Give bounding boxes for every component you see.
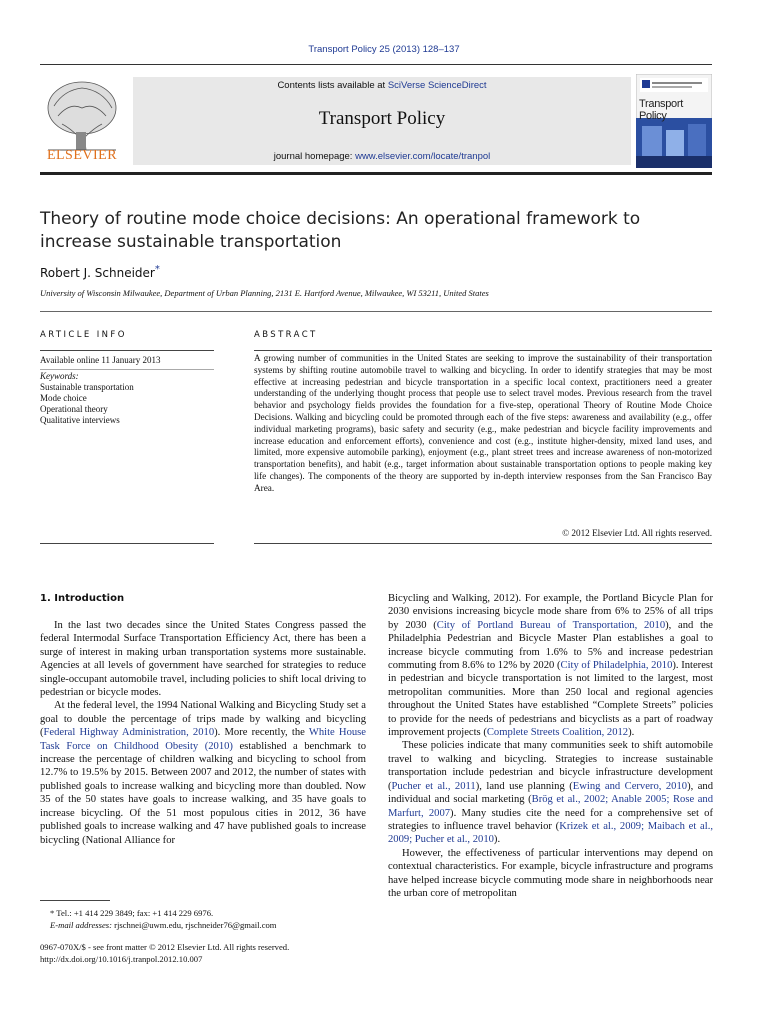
body-column-left bbox=[40, 619, 366, 847]
top-rule bbox=[40, 64, 712, 65]
cover-title: Transport Policy bbox=[639, 98, 683, 122]
abstract-bottom-rule bbox=[254, 543, 712, 544]
keyword: Mode choice bbox=[40, 393, 87, 403]
elsevier-logo bbox=[40, 78, 124, 164]
citation-link[interactable]: White House Task Force on Childhood Obesity (2010) bbox=[40, 727, 367, 752]
paragraph: However, the effectiveness of particular interventions may depend on contextual characteristics. For example, bicycle infrastructure and programs have helped increase bicycle commuting mode share in neighborhoods near the urban core of metropolitan bbox=[388, 847, 713, 899]
section-rule bbox=[40, 311, 712, 312]
text-run: ). bbox=[493, 834, 501, 846]
citation-link[interactable]: Ewing and Cervero, 2010 bbox=[572, 780, 688, 792]
text-run: ). Interest in pedestrian and bicycle transportation is not limited to the largest, most metropolitan communities. More than 250 local and regional agencies throughout the United States have established “Complete Streets” policies to provide for the needs of pedestrians and bicyclists as a part of roadway improvement projects ( bbox=[388, 660, 713, 739]
citation-link[interactable]: Krizek et al., 2009; Maibach et al., 2009; Pucher et al., 2010 bbox=[388, 820, 713, 846]
text-run: ), and the Philadelphia Pedestrian and Bicycle Master Plan establishes a goal to increase bicycle commuting from 1.6% to 5% and increase pedestrian commuting from 8.6% to 12% by 2020 ( bbox=[388, 619, 714, 672]
paragraph bbox=[40, 699, 366, 846]
text-run: ). Many studies cite the need for a comprehensive set of strategies to influence travel behavior ( bbox=[388, 807, 713, 832]
text-run: ), and individual and social marketing ( bbox=[388, 780, 714, 806]
keyword: Qualitative interviews bbox=[40, 415, 120, 425]
journal-title: Transport Policy bbox=[318, 108, 446, 129]
citation-link[interactable]: City of Philadelphia, 2010 bbox=[560, 660, 673, 672]
email-label: E-mail addresses: bbox=[50, 919, 112, 930]
article-info-heading: ARTICLE INFO bbox=[40, 330, 127, 340]
keywords-label: Keywords: bbox=[40, 371, 79, 381]
author-footnote bbox=[40, 908, 277, 931]
sciencedirect-link[interactable]: SciVerse ScienceDirect bbox=[387, 80, 487, 91]
keyword: Operational theory bbox=[40, 404, 108, 414]
contents-availability bbox=[133, 80, 631, 91]
article-title: Theory of routine mode choice decisions: An operational framework to increase sustainable transportation bbox=[40, 209, 641, 252]
header-rule bbox=[40, 172, 712, 175]
abstract-rule bbox=[254, 350, 712, 351]
affiliation: University of Wisconsin Milwaukee, Department of Urban Planning, 2131 E. Hartford Avenue, Milwaukee, WI 53211, United States bbox=[40, 288, 489, 298]
citation-link[interactable]: Federal Highway Administration, 2010 bbox=[43, 727, 215, 739]
article-info-divider bbox=[40, 369, 214, 370]
body-column-right bbox=[388, 592, 713, 900]
paragraph bbox=[388, 739, 713, 846]
citation-link[interactable]: Brög et al., 2002; Anable 2005; Rose and Marfurt, 2007 bbox=[388, 794, 713, 819]
author-footnote-mark[interactable]: * bbox=[154, 264, 160, 275]
introduction-heading: 1. Introduction bbox=[40, 593, 125, 604]
text-run: established a benchmark to increase the percentage of children walking and bicycling to school from 12.7% to 19.5% by 2015. Between 2007 and 2012, the number of states with published goals to increase walking and bicycling more than doubled. Now 35 of the 50 states have goals to increase walking, and 35 have goals to increase bicycling. Of the 51 most populous cities in 2012, 36 have published goals to increase walking and 47 have published goals to increase bicycling (National Alliance for bbox=[40, 740, 366, 846]
article-info-rule bbox=[40, 350, 214, 351]
citation-link[interactable]: Complete Streets Coalition, 2012 bbox=[486, 727, 629, 739]
text-run: These policies indicate that many communities seek to shift automobile travel to walking and bicycling. Strategies to increase sustainable transportation include pedestrian and bicycle infrastructure development ( bbox=[388, 740, 713, 792]
email-addresses[interactable]: rjschnei@uwm.edu, rjschneider76@gmail.com bbox=[111, 919, 277, 930]
text-run: Bicycling and Walking, 2012). For example, the Portland Bicycle Plan for 2030 envisions increasing bicycle mode share from 6% to 25% of all trips by 2030 ( bbox=[388, 593, 713, 631]
homepage-link[interactable]: www.elsevier.com/locate/tranpol bbox=[355, 151, 491, 162]
journal-citation[interactable]: Transport Policy 25 (2013) 128–137 bbox=[308, 44, 460, 55]
doi-link[interactable]: http://dx.doi.org/10.1016/j.tranpol.2012.10.007 bbox=[40, 954, 203, 964]
journal-cover-thumbnail bbox=[636, 74, 712, 168]
publisher-name: ELSEVIER bbox=[46, 148, 118, 163]
available-online: Available online 11 January 2013 bbox=[40, 355, 161, 365]
front-matter-line: 0967-070X/$ - see front matter © 2012 Elsevier Ltd. All rights reserved. bbox=[40, 942, 290, 952]
keyword: Sustainable transportation bbox=[40, 382, 134, 392]
text-run: ). bbox=[628, 727, 635, 739]
paragraph bbox=[388, 592, 713, 739]
paragraph: In the last two decades since the United States Congress passed the federal Intermodal Surface Transportation Efficiency Act, there has been a surge of interest in making urban transportation systems more sustainable. Agencies at all levels of government have searched for strategies to reduce single-occupant automobile travel, including policies to shift local driving to pedestrian or bicycle modes. bbox=[40, 620, 366, 699]
author-name: Robert J. Schneider bbox=[40, 266, 155, 280]
text-run: ). More recently, the bbox=[214, 727, 309, 739]
citation-link[interactable]: City of Portland Bureau of Transportation, 2010 bbox=[436, 619, 666, 631]
keywords-block bbox=[40, 371, 134, 426]
text-run: At the federal level, the 1994 National Walking and Bicycling Study set a goal to double the percentage of trips made by walking and bicycling ( bbox=[40, 700, 366, 739]
author-line bbox=[40, 264, 160, 280]
email-line bbox=[40, 920, 277, 932]
abstract-text: A growing number of communities in the United States are seeking to improve the sustainability of their transportation systems by shifting routine automobile travel to walking and bicycling. In order to identify strategies that may be most effective at increasing pedestrian and bicycle transportation in a specific local context, practitioners need a greater understanding of the underlying thought process that people use to select travel modes. Previous research from the travel behavior and psychology fields provides the foundation for a five-step, operational Theory of Routine Mode Choice Decisions. Walking and bicycling could be promoted through each of the five steps: awareness and availability (e.g., offer individual marketing programs), basic safety and security (e.g., make pedestrian and bicycle facility improvements and increase education and enforcement efforts), convenience and cost (e.g., institute higher-density, mixed land uses, and limited, more expensive automobile parking), enjoyment (e.g., plant street trees and increase awareness of non-motorized transportation benefits), and habit (e.g., target information about sustainable transportation options to people making key life changes). The components of the theory are supported by in-depth interview responses from the San Francisco Bay Area. bbox=[254, 353, 712, 493]
page-footer bbox=[40, 941, 289, 965]
citation-link[interactable]: Pucher et al., 2011 bbox=[391, 780, 476, 792]
contents-prefix: Contents lists available at bbox=[277, 80, 388, 91]
abstract-copyright: © 2012 Elsevier Ltd. All rights reserved. bbox=[562, 528, 712, 538]
abstract-heading: ABSTRACT bbox=[254, 330, 318, 340]
footnote-rule bbox=[40, 900, 110, 901]
text-run: ), land use planning ( bbox=[475, 780, 573, 792]
journal-homepage bbox=[133, 151, 631, 162]
contact-line: * Tel.: +1 414 229 3849; fax: +1 414 229 6976. bbox=[50, 908, 214, 918]
homepage-prefix: journal homepage: bbox=[273, 151, 356, 162]
article-info-bottom-rule bbox=[40, 543, 214, 544]
